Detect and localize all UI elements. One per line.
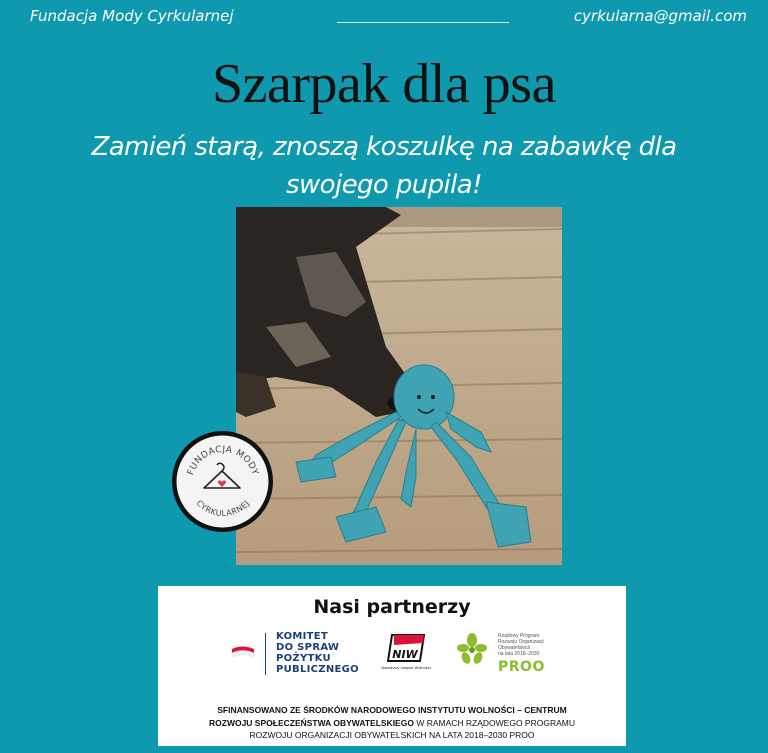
dog-toy-photo xyxy=(236,207,562,565)
contact-email[interactable]: cyrkularna@gmail.com xyxy=(573,7,747,25)
komitet-divider xyxy=(265,633,266,675)
svg-text:NIW: NIW xyxy=(392,648,418,661)
komitet-logo: KOMITET DO SPRAW POŻYTKU PUBLICZNEGO xyxy=(276,631,359,675)
proo-name: PROO xyxy=(498,659,545,675)
header-divider xyxy=(337,22,509,23)
page-title: Szarpak dla psa xyxy=(212,53,556,115)
badge-text-bottom: CYRKULARNEJ xyxy=(194,498,252,519)
funding-note: SFINANSOWANO ZE ŚRODKÓW NARODOWEGO INSTYTUTU WOLNOŚCI – CENTRUM ROZWOJU SPOŁECZEŃSTWA OBYWATELSKIEGO W RAMACH RZĄDOWEGO PROGRAMU ROZWOJU ORGANIZACJI OBYWATELSKICH NA LATA 2018–2030 PROO xyxy=(209,705,575,740)
org-name: Fundacja Mody Cyrkularnej xyxy=(30,7,234,25)
proo-flower-icon xyxy=(456,630,488,670)
proo-description: Rządowy Program Rozwoju Organizacji Obywatelskich na lata 2018–2030 xyxy=(498,633,544,657)
partners-title: Nasi partnerzy xyxy=(313,596,471,618)
page-subtitle: Zamień starą, znoszą koszulkę na zabawkę dla swojego pupila! xyxy=(91,132,677,200)
foundation-badge xyxy=(172,431,273,532)
badge-text-top: FUNDACJA MODY xyxy=(186,444,260,477)
niw-caption: Narodowy Instytut Wolności xyxy=(381,665,431,670)
niw-logo-icon xyxy=(386,633,426,665)
polish-flag-icon xyxy=(230,645,256,661)
partners-panel xyxy=(158,586,626,746)
